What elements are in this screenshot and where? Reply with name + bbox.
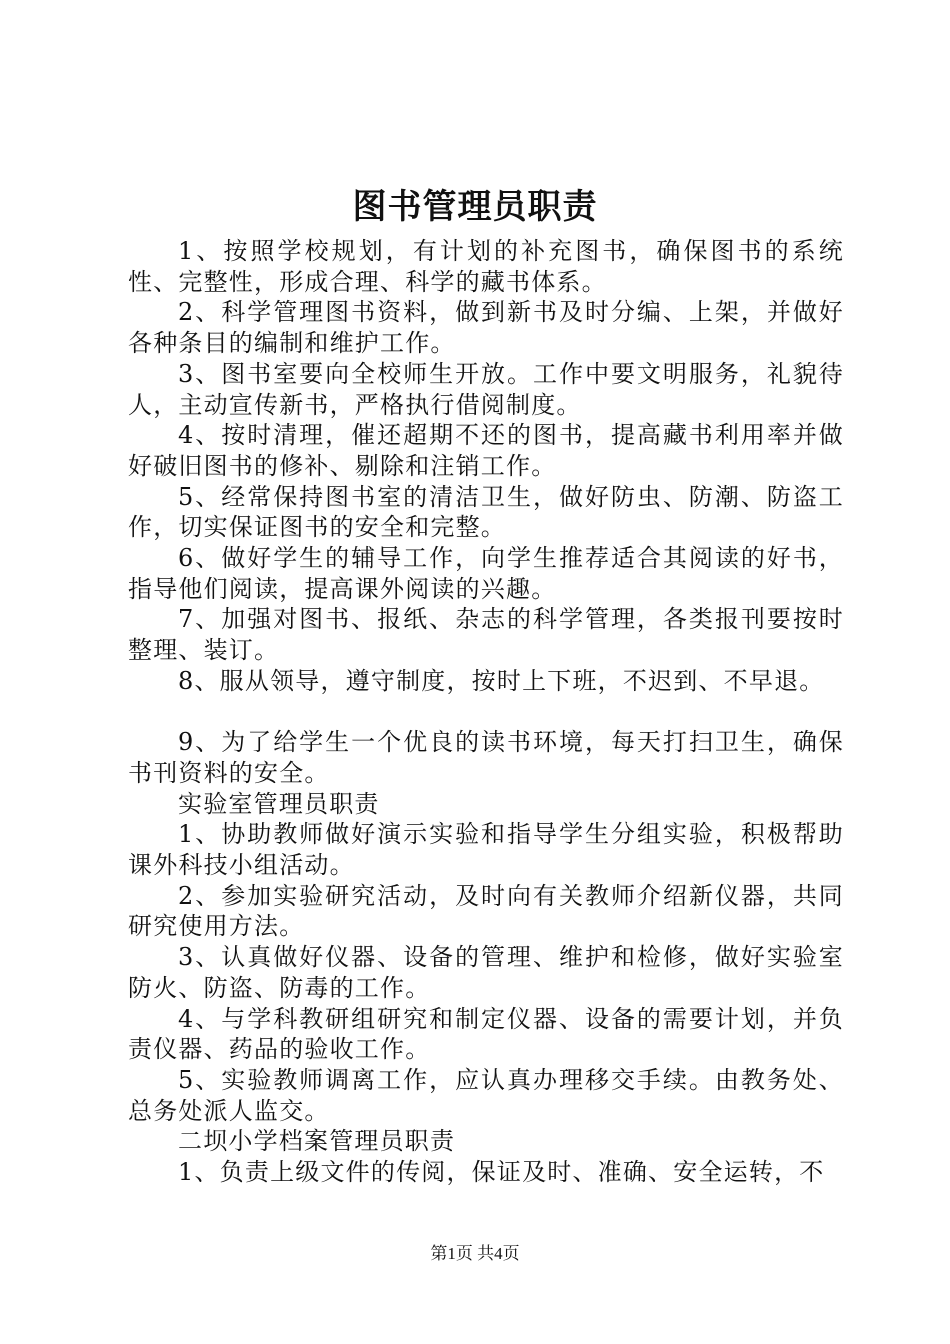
document-title: 图书管理员职责 (352, 187, 598, 227)
paragraph-library-duty-6: 6、做好学生的辅导工作，向学生推荐适合其阅读的好书，指导他们阅读，提高课外阅读的兴趣。 (128, 544, 844, 603)
paragraph-lab-duty-2: 2、参加实验研究活动，及时向有关教师介绍新仪器，共同研究使用方法。 (128, 881, 844, 941)
section-heading-lab-manager: 实验室管理员职责 (178, 789, 380, 818)
page-footer: 第1页 共4页 (430, 1244, 520, 1263)
paragraph-archive-duty-1: 1、负责上级文件的传阅，保证及时、准确、安全运转，不 (178, 1158, 825, 1187)
paragraph-library-duty-1: 1、按照学校规划，有计划的补充图书，确保图书的系统性、完整性，形成合理、科学的藏书体系。 (128, 237, 844, 296)
blank-line (128, 697, 844, 728)
paragraph-library-duty-7: 7、加强对图书、报纸、杂志的科学管理，各类报刊要按时整理、装订。 (128, 605, 844, 665)
paragraph-library-duty-9: 9、为了给学生一个优良的读书环境，每天打扫卫生，确保书刊资料的安全。 (128, 728, 844, 787)
paragraph-library-duty-5: 5、经常保持图书室的清洁卫生，做好防虫、防潮、防盗工作，切实保证图书的安全和完整。 (128, 482, 844, 542)
paragraph-library-duty-2: 2、科学管理图书资料，做到新书及时分编、上架，并做好各种条目的编制和维护工作。 (128, 298, 844, 358)
paragraph-library-duty-8: 8、服从领导，遵守制度，按时上下班，不迟到、不早退。 (178, 666, 825, 695)
document-body (128, 236, 844, 1188)
paragraph-lab-duty-3: 3、认真做好仪器、设备的管理、维护和检修，做好实验室防火、防盗、防毒的工作。 (128, 943, 844, 1002)
section-heading-archive-manager: 二坝小学档案管理员职责 (178, 1127, 456, 1156)
paragraph-lab-duty-4: 4、与学科教研组研究和制定仪器、设备的需要计划，并负责仪器、药品的验收工作。 (128, 1004, 844, 1064)
paragraph-lab-duty-5: 5、实验教师调离工作，应认真办理移交手续。由教务处、总务处派人监交。 (128, 1065, 844, 1125)
paragraph-library-duty-4: 4、按时清理，催还超期不还的图书，提高藏书利用率并做好破旧图书的修补、剔除和注销工作。 (128, 421, 844, 480)
paragraph-lab-duty-1: 1、协助教师做好演示实验和指导学生分组实验，积极帮助课外科技小组活动。 (128, 820, 844, 880)
paragraph-library-duty-3: 3、图书室要向全校师生开放。工作中要文明服务，礼貌待人，主动宣传新书，严格执行借阅制度。 (128, 359, 844, 419)
